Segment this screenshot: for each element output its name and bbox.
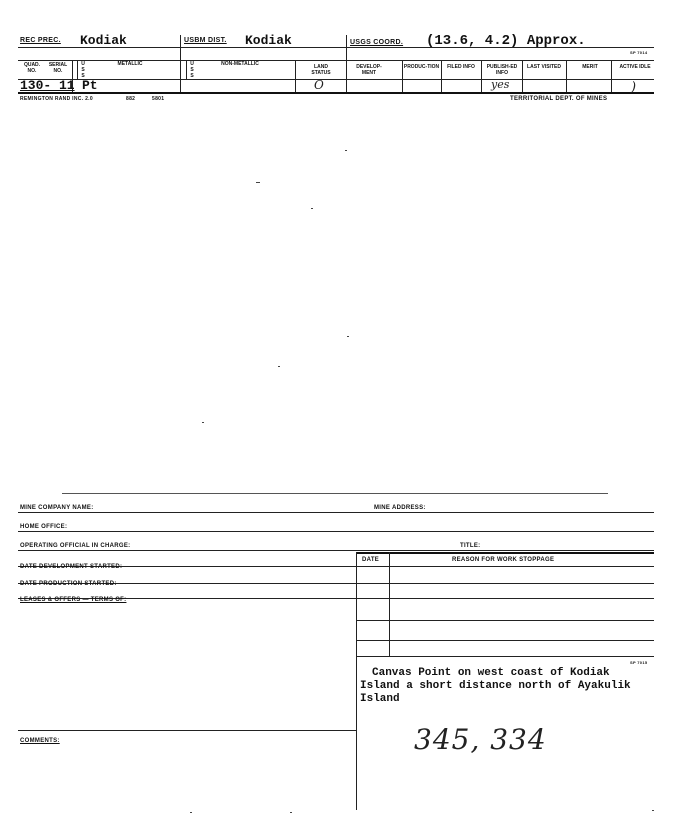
title-label: TITLE: bbox=[460, 543, 481, 549]
rule bbox=[18, 512, 654, 513]
last-visited-header: LAST VISITED bbox=[527, 64, 561, 70]
speck bbox=[256, 182, 260, 183]
card-edge bbox=[62, 493, 608, 494]
comments-label: COMMENTS: bbox=[20, 738, 60, 744]
rec-prec-value: Kodiak bbox=[80, 33, 127, 48]
date-development-label: DATE DEVELOPMENT STARTED: bbox=[20, 564, 123, 570]
dept-line: TERRITORIAL DEPT. OF MINES bbox=[510, 96, 608, 102]
non-metallic-header: NON-METALLIC bbox=[221, 61, 259, 67]
metallic-header: METALLIC bbox=[117, 61, 143, 67]
speck bbox=[278, 366, 280, 367]
rule bbox=[18, 531, 654, 532]
rule bbox=[389, 552, 390, 656]
home-office-label: HOME OFFICE: bbox=[20, 524, 68, 530]
rule bbox=[186, 60, 187, 79]
reason-column-header: REASON FOR WORK STOPPAGE bbox=[452, 557, 555, 563]
published-info-value: yes bbox=[491, 78, 510, 91]
mine-address-label: MINE ADDRESS: bbox=[374, 505, 426, 511]
rule bbox=[180, 35, 181, 92]
usgs-coord-value: (13.6, 4.2) Approx. bbox=[426, 33, 586, 49]
metallic-code-value: Pt bbox=[82, 78, 98, 93]
speck bbox=[652, 810, 654, 811]
form-number-2: SP 7015 bbox=[630, 660, 648, 665]
handwritten-number: 345, 334 bbox=[414, 723, 547, 756]
rule bbox=[356, 620, 654, 621]
speck bbox=[345, 150, 347, 151]
rule bbox=[295, 60, 296, 92]
rule bbox=[18, 550, 654, 551]
location-description: Canvas Point on west coast of Kodiak Island a short distance north of Ayakulik Island bbox=[360, 667, 631, 705]
published-info-header: PUBLISH-ED INFO bbox=[486, 64, 518, 76]
rule bbox=[611, 60, 612, 92]
serial-no-header: SERIAL NO. bbox=[48, 62, 68, 74]
rule bbox=[18, 92, 654, 94]
active-idle-value: ) bbox=[631, 80, 637, 95]
rule bbox=[77, 60, 78, 79]
rule bbox=[18, 79, 654, 80]
rule bbox=[356, 640, 654, 641]
usbm-dist-label: USBM DIST. bbox=[184, 37, 227, 44]
rule bbox=[356, 552, 357, 810]
speck bbox=[347, 336, 349, 337]
form-number: SP 7014 bbox=[630, 50, 648, 55]
filed-info-header: FILED INFO bbox=[447, 64, 475, 70]
operating-official-label: OPERATING OFFICIAL IN CHARGE: bbox=[20, 543, 131, 549]
rule bbox=[346, 35, 347, 92]
speck bbox=[290, 812, 292, 813]
printer-code-2: 5801 bbox=[152, 96, 165, 102]
rule bbox=[566, 60, 567, 92]
land-status-value: O bbox=[314, 78, 324, 92]
rule bbox=[522, 60, 523, 92]
uss-metallic-header: U S S bbox=[81, 61, 85, 79]
speck bbox=[190, 812, 192, 813]
leases-label: LEASES & OFFERS — TERMS OF: bbox=[20, 597, 127, 603]
rule bbox=[18, 730, 356, 731]
quad-no-header: QUAD. NO. bbox=[23, 62, 41, 74]
merit-header: MERIT bbox=[582, 64, 598, 70]
date-production-label: DATE PRODUCTION STARTED: bbox=[20, 581, 117, 587]
land-status-header: LAND STATUS bbox=[311, 64, 331, 76]
speck bbox=[202, 422, 204, 423]
active-idle-header: ACTIVE IDLE bbox=[619, 64, 651, 70]
rec-prec-label: REC PREC. bbox=[20, 37, 61, 44]
printer-code-1: 882 bbox=[126, 96, 136, 102]
rule bbox=[356, 656, 654, 657]
uss-nonmetallic-header: U S S bbox=[190, 61, 194, 79]
printer-line: REMINGTON RAND INC. 2.0 bbox=[20, 96, 93, 102]
date-column-header: DATE bbox=[362, 557, 380, 563]
production-header: PRODUC-TION bbox=[403, 64, 440, 70]
usgs-coord-label: USGS COORD. bbox=[350, 39, 404, 46]
speck bbox=[311, 208, 313, 209]
mine-company-name-label: MINE COMPANY NAME: bbox=[20, 505, 94, 511]
rule bbox=[356, 552, 654, 554]
rule bbox=[481, 60, 482, 92]
rule bbox=[441, 60, 442, 92]
usbm-dist-value: Kodiak bbox=[245, 33, 292, 48]
development-header: DEVELOP-MENT bbox=[356, 64, 382, 76]
quad-serial-value: 130- 11 bbox=[20, 78, 75, 93]
